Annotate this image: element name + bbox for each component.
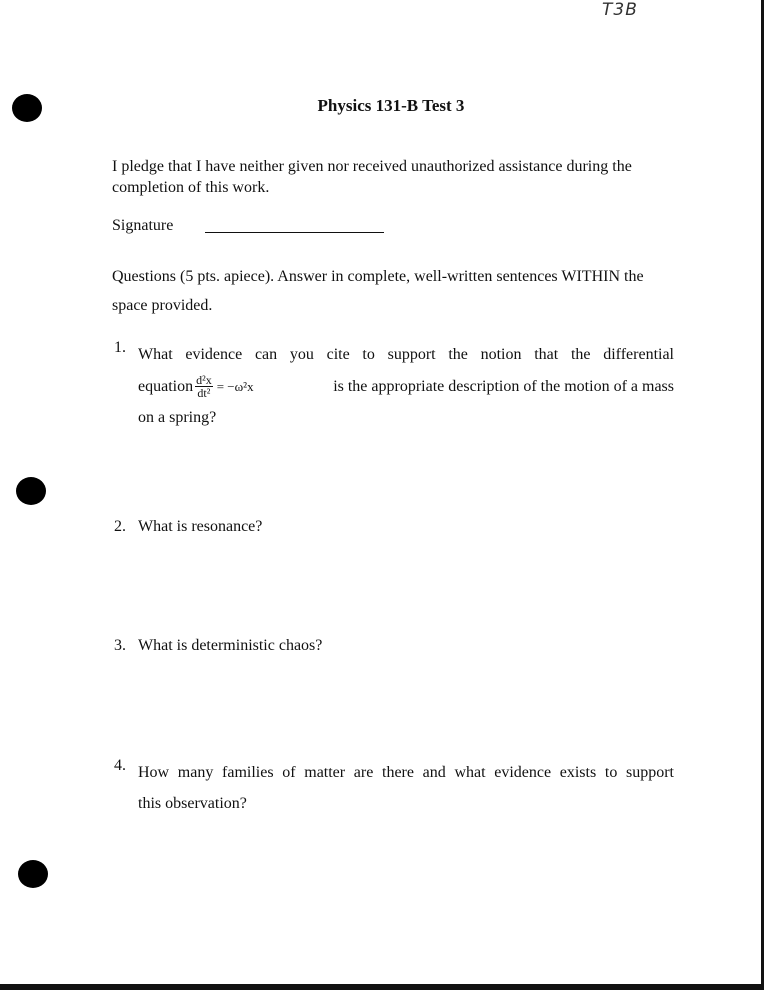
question-text xyxy=(138,757,674,819)
question-number: 1. xyxy=(114,339,126,356)
punch-hole-icon xyxy=(16,477,46,505)
question-text: What is resonance? xyxy=(138,518,263,535)
instructions: Questions (5 pts. apiece). Answer in complete, well-written sentences WITHIN the space provided. xyxy=(112,268,644,314)
question-text xyxy=(138,339,674,433)
equation-rhs: = −ω²x xyxy=(216,378,254,394)
signature-label: Signature xyxy=(112,217,174,234)
handwritten-corner-note: T3B xyxy=(602,0,638,20)
question-number: 4. xyxy=(114,757,126,774)
question-line: How many families of matter are there and what evidence exists to support xyxy=(138,764,674,781)
equation-suffix: is the appropriate description of the motion of a mass xyxy=(333,377,674,395)
question-number: 2. xyxy=(114,518,126,535)
signature-line[interactable] xyxy=(205,232,384,233)
fraction-numerator: d²x xyxy=(196,372,212,387)
equation-prefix: equation xyxy=(138,377,194,395)
page-title: Physics 131-B Test 3 xyxy=(317,96,465,115)
question-line-equation xyxy=(138,370,674,402)
honor-pledge: I pledge that I have neither given nor received unauthorized assistance during the completion of this work. xyxy=(112,158,632,196)
question-line: What evidence can you cite to support the notion that the differential xyxy=(138,346,674,363)
equation-group xyxy=(138,371,254,402)
fraction-denominator: dt² xyxy=(197,385,211,400)
scan-edge-bottom xyxy=(0,984,764,990)
equation-fraction xyxy=(195,374,213,399)
punch-hole-icon xyxy=(18,860,48,888)
question-text: What is deterministic chaos? xyxy=(138,637,323,654)
question-line: this observation? xyxy=(138,795,247,812)
question-line: on a spring? xyxy=(138,409,217,426)
question-number: 3. xyxy=(114,637,126,654)
